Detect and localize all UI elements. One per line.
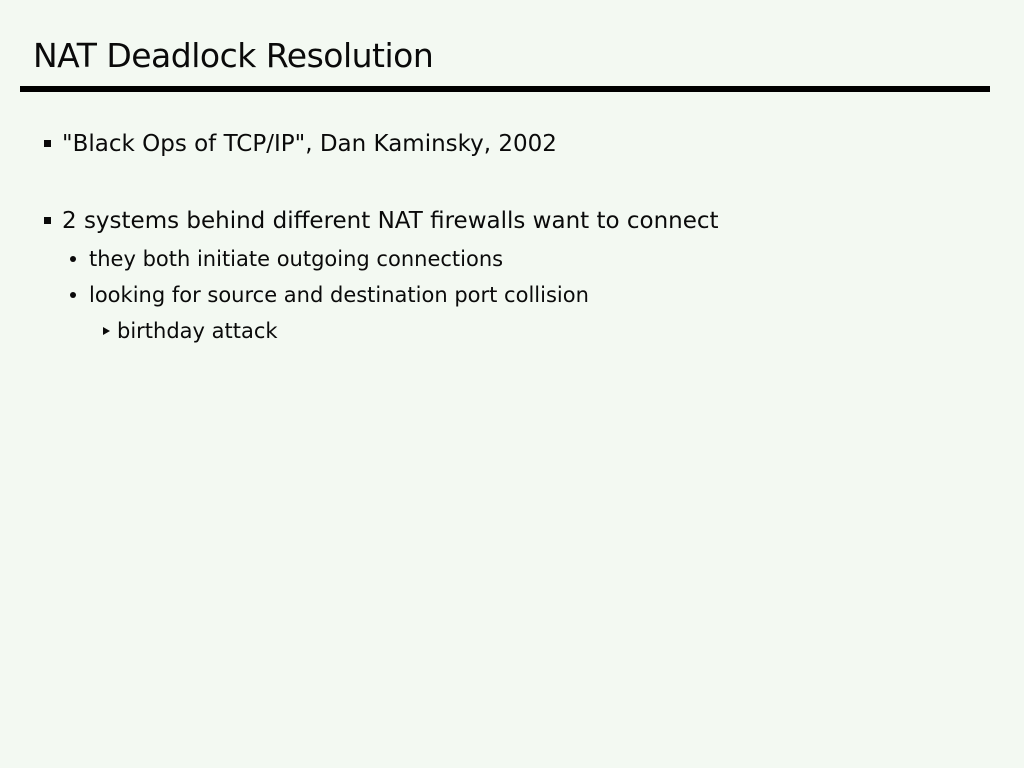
triangle-bullet-icon <box>103 327 110 335</box>
bullet-item <box>70 280 589 310</box>
slide-title: NAT Deadlock Resolution <box>33 36 434 75</box>
bullet-item <box>44 129 557 159</box>
bullet-item <box>70 244 503 274</box>
bullet-text: 2 systems behind different NAT firewalls want to connect <box>62 208 719 234</box>
bullet-text: they both initiate outgoing connections <box>89 247 504 271</box>
bullet-text: looking for source and destination port collision <box>89 283 589 307</box>
bullet-item <box>103 316 278 346</box>
dot-bullet-icon <box>70 292 76 298</box>
dot-bullet-icon <box>70 256 76 262</box>
title-underline-rule <box>20 86 990 92</box>
bullet-text: "Black Ops of TCP/IP", Dan Kaminsky, 2002 <box>62 131 557 157</box>
square-bullet-icon <box>44 140 51 147</box>
square-bullet-icon <box>44 217 51 224</box>
bullet-text: birthday attack <box>117 319 278 343</box>
bullet-item <box>44 206 719 236</box>
